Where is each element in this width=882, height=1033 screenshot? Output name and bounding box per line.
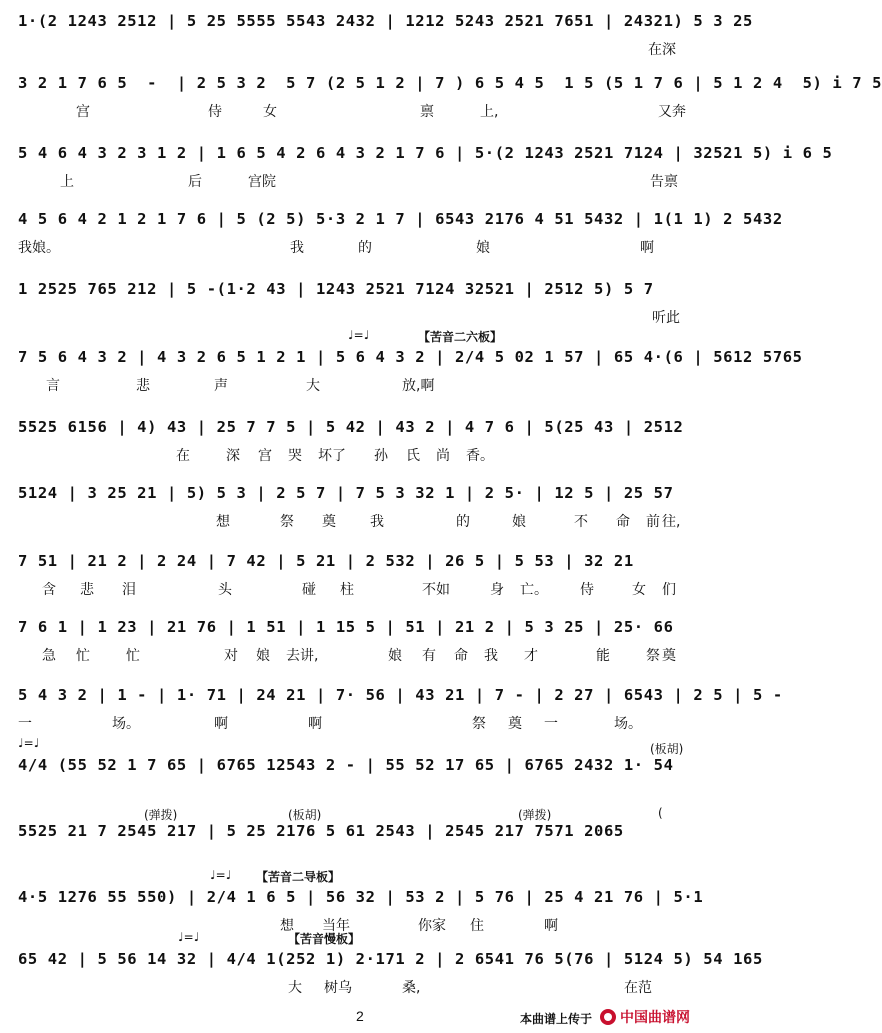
lyrics-line [18,580,690,600]
instrument-mark: (板胡) [288,808,322,822]
lyric-syllable: 又奔 [658,104,686,120]
score-row [18,328,803,402]
lyric-syllable: 亡。 [520,582,548,598]
page-number: 2 [356,1008,364,1024]
lyric-syllable: 对 [224,648,238,664]
lyric-syllable: 能 [596,648,610,664]
score-row [18,682,783,740]
notation-line: 5 4 3 2 | 1 - | 1· 71 | 24 21 | 7· 56 | 43 21 | 7 - | 2 27 | 6543 | 2 5 | 5 - [18,686,783,704]
lyric-syllable: 啊 [308,716,322,732]
notation-line: 4/4 (55 52 1 7 65 | 6765 12543 2 - | 55 52 17 65 | 6765 2432 1· 54 [18,756,674,774]
instrument-mark: (板胡) [650,742,684,756]
lyric-syllable: 我 [484,648,498,664]
lyric-syllable: 坏了 [318,448,346,464]
lyric-syllable: 想 [216,514,230,530]
lyric-syllable: 桑, [402,980,421,996]
notation-line: 1 2525 765 212 | 5 -(1·2 43 | 1243 2521 7124 32521 | 2512 5) 5 7 [18,280,654,298]
lyrics-line [18,512,690,532]
lyric-syllable: 氏 [406,448,420,464]
lyric-syllable: 上 [60,174,74,190]
lyric-syllable: 奠 [508,716,522,732]
instrument-mark: (弹拨) [518,808,552,822]
tempo-mark: ♩=♩ [18,736,40,750]
lyric-syllable: 祭 [646,648,660,664]
site-logo-text: 中国曲谱网 [620,1009,690,1025]
lyric-syllable: 宫 [258,448,272,464]
lyric-syllable: 前 [646,514,660,530]
lyric-syllable: 娘 [476,240,490,256]
lyric-syllable: 树乌 [324,980,352,996]
lyric-syllable: 上, [480,104,499,120]
tempo-mark: ♩=♩ [178,930,200,944]
notation-line: 65 42 | 5 56 14 32 | 4/4 1(252 1) 2·171 2 | 2 6541 76 5(76 | 5124 5) 54 165 [18,950,763,968]
lyrics-line [18,102,690,122]
lyric-syllable: 场。 [614,716,642,732]
lyric-syllable: 听此 [652,310,680,326]
lyric-syllable: 啊 [640,240,654,256]
lyrics-line [18,308,690,328]
section-label: 【苦音慢板】 [288,932,361,946]
lyric-syllable: 头 [218,582,232,598]
lyric-syllable: 急 [42,648,56,664]
notation-line: 5525 21 7 2545 217 | 5 25 2176 5 61 2543 | 2545 217 7571 2065 [18,822,624,840]
lyric-syllable: 哭 [288,448,302,464]
lyric-syllable: 女 [632,582,646,598]
notation-line: 5124 | 3 25 21 | 5) 5 3 | 2 5 7 | 7 5 3 32 1 | 2 5· | 12 5 | 25 57 [18,484,674,502]
lyric-syllable: 住 [470,918,484,934]
lyrics-line [18,978,690,998]
lyric-syllable: 一 [544,716,558,732]
lyric-syllable: 们 [662,582,676,598]
score-row [18,614,690,672]
lyric-syllable: 的 [358,240,372,256]
lyric-syllable: 深 [662,42,676,58]
lyric-syllable: 我娘。 [18,240,60,256]
lyric-syllable: 有 [422,648,436,664]
lyric-syllable: 声 [214,378,228,394]
page-footer [0,1006,713,1032]
notation-line: 1·(2 1243 2512 | 5 25 5555 5543 2432 | 1212 5243 2521 7651 | 24321) 5 3 25 [18,12,753,30]
score-row [18,276,690,334]
instrument-mark: ( [658,806,663,820]
lyric-syllable: 才 [524,648,538,664]
score-row [18,414,690,472]
lyric-syllable: 禀 [420,104,434,120]
lyrics-line [18,172,690,192]
notation-line: 3 2 1 7 6 5 - | 2 5 3 2 5 7 (2 5 1 2 | 7 ) 6 5 4 5 1 5 (5 1 7 6 | 5 1 2 4 5) i 7 5 [18,74,882,92]
score-row [18,930,763,1004]
lyric-syllable: 去讲, [286,648,319,664]
lyrics-line [18,714,690,734]
lyric-syllable: 孙 [374,448,388,464]
instrument-mark: (弹拨) [144,808,178,822]
notation-line: 5525 6156 | 4) 43 | 25 7 7 5 | 5 42 | 43 2 | 4 7 6 | 5(25 43 | 2512 [18,418,684,436]
lyric-syllable: 身 [490,582,504,598]
lyric-syllable: 悲 [136,378,150,394]
lyrics-line [18,40,690,60]
lyric-syllable: 祭 [472,716,486,732]
lyric-syllable: 场。 [112,716,140,732]
lyrics-line [18,376,690,396]
site-logo[interactable] [600,1006,708,1028]
lyric-syllable: 侍 [580,582,594,598]
score-row [18,480,690,538]
lyric-syllable: 悲 [80,582,94,598]
lyric-syllable: 奠 [662,648,676,664]
lyrics-line [18,446,690,466]
lyric-syllable: 命 [616,514,630,530]
lyric-syllable: 你家 [418,918,446,934]
lyric-syllable: 女 [263,104,277,120]
lyric-syllable: 一 [18,716,32,732]
lyric-syllable: 娘 [256,648,270,664]
lyric-syllable: 啊 [544,918,558,934]
lyric-syllable: 告禀 [650,174,678,190]
lyric-syllable: 不 [574,514,588,530]
notation-line: 7 6 1 | 1 23 | 21 76 | 1 51 | 1 15 5 | 51 | 21 2 | 5 3 25 | 25· 66 [18,618,674,636]
lyric-syllable: 香。 [466,448,494,464]
logo-icon [600,1009,616,1025]
lyric-syllable: 当年 [322,918,350,934]
notation-line: 5 4 6 4 3 2 3 1 2 | 1 6 5 4 2 6 4 3 2 1 7 6 | 5·(2 1243 2521 7124 | 32521 5) i 6 5 [18,144,833,162]
lyric-syllable: 奠 [322,514,336,530]
lyric-syllable: 忙 [76,648,90,664]
lyric-syllable: 大 [288,980,302,996]
score-row [18,548,690,606]
score-row [18,806,690,876]
lyric-syllable: 大 [306,378,320,394]
lyrics-line [18,646,690,666]
lyric-syllable: 的 [456,514,470,530]
lyric-syllable: 深 [226,448,240,464]
lyrics-line [18,850,690,870]
section-label: 【苦音二六板】 [418,330,503,344]
lyric-syllable: 想 [280,918,294,934]
notation-line: 4·5 1276 55 550) | 2/4 1 6 5 | 56 32 | 53 2 | 5 76 | 25 4 21 76 | 5·1 [18,888,704,906]
lyrics-line [18,784,690,804]
lyric-syllable: 侍 [208,104,222,120]
lyric-syllable: 命 [454,648,468,664]
lyric-syllable: 放,啊 [402,378,435,394]
lyric-syllable: 娘 [512,514,526,530]
tempo-mark: ♩=♩ [210,868,232,882]
lyric-syllable: 尚 [436,448,450,464]
score-row [18,70,882,128]
lyric-syllable: 啊 [214,716,228,732]
lyric-syllable: 我 [290,240,304,256]
lyric-syllable: 祭 [280,514,294,530]
upload-credit: 本曲谱上传于 [520,1012,593,1026]
lyric-syllable: 宫 [76,104,90,120]
lyric-syllable: 宫院 [248,174,276,190]
lyrics-line [18,238,690,258]
lyric-syllable: 往, [662,514,681,530]
notation-line: 4 5 6 4 2 1 2 1 7 6 | 5 (2 5) 5·3 2 1 7 | 6543 2176 4 51 5432 | 1(1 1) 2 5432 [18,210,783,228]
lyric-syllable: 忙 [126,648,140,664]
lyric-syllable: 娘 [388,648,402,664]
lyric-syllable: 碰 [302,582,316,598]
lyric-syllable: 我 [370,514,384,530]
score-row [18,8,753,66]
lyric-syllable: 言 [46,378,60,394]
lyric-syllable: 在 [648,42,662,58]
section-label: 【苦音二导板】 [256,870,341,884]
lyric-syllable: 不如 [422,582,450,598]
notation-line: 7 5 6 4 3 2 | 4 3 2 6 5 1 2 1 | 5 6 4 3 2 | 2/4 5 02 1 57 | 65 4·(6 | 5612 5765 [18,348,803,366]
lyric-syllable: 含 [42,582,56,598]
lyric-syllable: 柱 [340,582,354,598]
lyric-syllable: 泪 [122,582,136,598]
score-row [18,736,690,810]
notation-line: 7 51 | 21 2 | 2 24 | 7 42 | 5 21 | 2 532 | 26 5 | 5 53 | 32 21 [18,552,634,570]
lyric-syllable: 在 [176,448,190,464]
lyric-syllable: 后 [188,174,202,190]
tempo-mark: ♩=♩ [348,328,370,342]
lyric-syllable: 在范 [624,980,652,996]
score-row [18,206,783,264]
score-row [18,140,833,198]
